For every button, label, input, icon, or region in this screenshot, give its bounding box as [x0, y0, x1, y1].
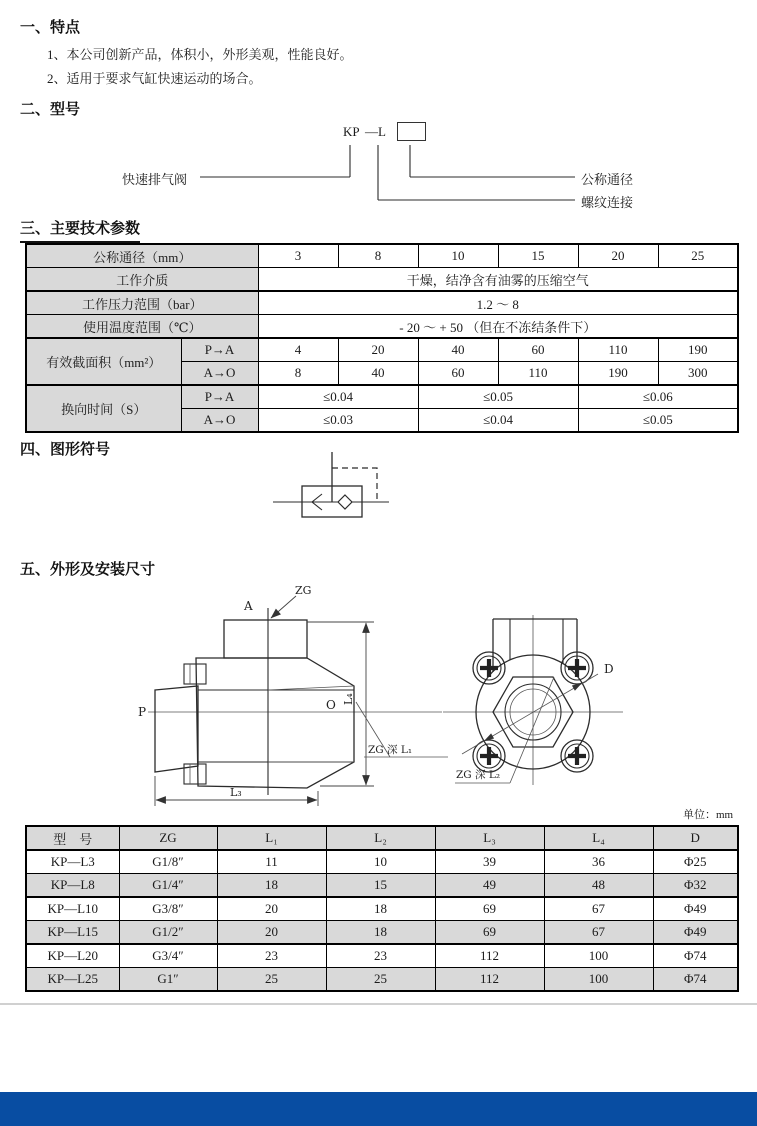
- table-row: 换向时间（S） P→A ≤0.04 ≤0.05 ≤0.06: [26, 385, 738, 409]
- section-title-symbol: 四、图形符号: [20, 441, 111, 458]
- section-title-model: 二、型号: [20, 101, 81, 118]
- svg-text:P: P: [138, 705, 147, 719]
- table-row: 公称通径（mm） 3 8 10 15 20 25: [26, 244, 738, 268]
- front-view-drawing: [443, 615, 623, 785]
- svg-text:D: D: [604, 662, 614, 676]
- direction-cell: A→O: [181, 362, 258, 386]
- row-label: 有效截面积（mm²）: [26, 338, 181, 385]
- table-row: 工作压力范围（bar） 1.2 ～ 8: [26, 291, 738, 315]
- table-row: KP—L15 G1/2″ 20 18 69 67 Φ49: [26, 921, 738, 945]
- row-label: 换向时间（S）: [26, 385, 181, 432]
- svg-text:ZG 深 L₂: ZG 深 L₂: [456, 769, 501, 781]
- dimensions-table: [25, 825, 739, 992]
- side-view-drawing: [138, 584, 448, 806]
- direction-cell: P→A: [181, 385, 258, 409]
- direction-cell: P→A: [181, 338, 258, 362]
- footer-bar: [0, 1092, 757, 1126]
- row-label: 公称通径（mm）: [26, 244, 258, 268]
- direction-cell: A→O: [181, 409, 258, 433]
- model-callout-lines: [120, 120, 620, 215]
- model-code-thread: —L: [365, 124, 386, 139]
- pneumatic-symbol-drawing: [265, 445, 405, 535]
- section-title-dimensions: 五、外形及安装尺寸: [20, 561, 156, 578]
- feature-item-2: 2、适用于要求气缸快速运动的场合。: [47, 71, 262, 86]
- table-row: 工作介质 干燥，结净含有油雾的压缩空气: [26, 268, 738, 292]
- table-row: A→O ≤0.03 ≤0.04 ≤0.05: [26, 409, 738, 433]
- page-divider: [0, 1003, 757, 1005]
- row-label: 工作介质: [26, 268, 258, 292]
- svg-text:L₃: L₃: [230, 786, 242, 799]
- feature-item-1: 1、本公司创新产品，体积小，外形美观，性能良好。: [47, 47, 353, 62]
- table-row: KP—L20 G3/4″ 23 23 112 100 Φ74: [26, 944, 738, 968]
- unit-note: 单位：mm: [683, 809, 734, 821]
- table-row: KP—L8 G1/4″ 18 15 49 48 Φ32: [26, 874, 738, 898]
- section-title-params: 三、主要技术参数: [20, 217, 140, 243]
- svg-text:O: O: [326, 698, 336, 712]
- svg-text:L₄: L₄: [342, 693, 355, 705]
- callout-bore-label: 公称通径: [581, 172, 634, 187]
- model-code-prefix: KP: [343, 124, 360, 139]
- section-title-features: 一、特点: [20, 19, 81, 36]
- table-row: KP—L25 G1″ 25 25 112 100 Φ74: [26, 968, 738, 992]
- svg-text:A: A: [244, 599, 253, 613]
- table-row: 有效截面积（mm²） P→A 4 20 40 60 110 190: [26, 338, 738, 362]
- svg-text:ZG: ZG: [295, 584, 312, 597]
- params-table: [25, 243, 739, 433]
- table-header-row: 型 号 ZG L₁ L₂ L₃ L₄ D: [26, 826, 738, 850]
- callout-valve-label: 快速排气阀: [122, 172, 188, 187]
- svg-text:ZG 深 L₁: ZG 深 L₁: [368, 744, 413, 756]
- row-label: 使用温度范围（℃）: [26, 315, 258, 339]
- outline-drawings: [130, 578, 720, 812]
- table-row: 使用温度范围（℃） - 20 ～ + 50 （但在不冻结条件下）: [26, 315, 738, 339]
- table-row: A→O 8 40 60 110 190 300: [26, 362, 738, 386]
- table-row: KP—L10 G3/8″ 20 18 69 67 Φ49: [26, 897, 738, 921]
- row-label: 工作压力范围（bar）: [26, 291, 258, 315]
- table-row: KP—L3 G1/8″ 11 10 39 36 Φ25: [26, 850, 738, 874]
- callout-thread-label: 螺纹连接: [581, 195, 634, 210]
